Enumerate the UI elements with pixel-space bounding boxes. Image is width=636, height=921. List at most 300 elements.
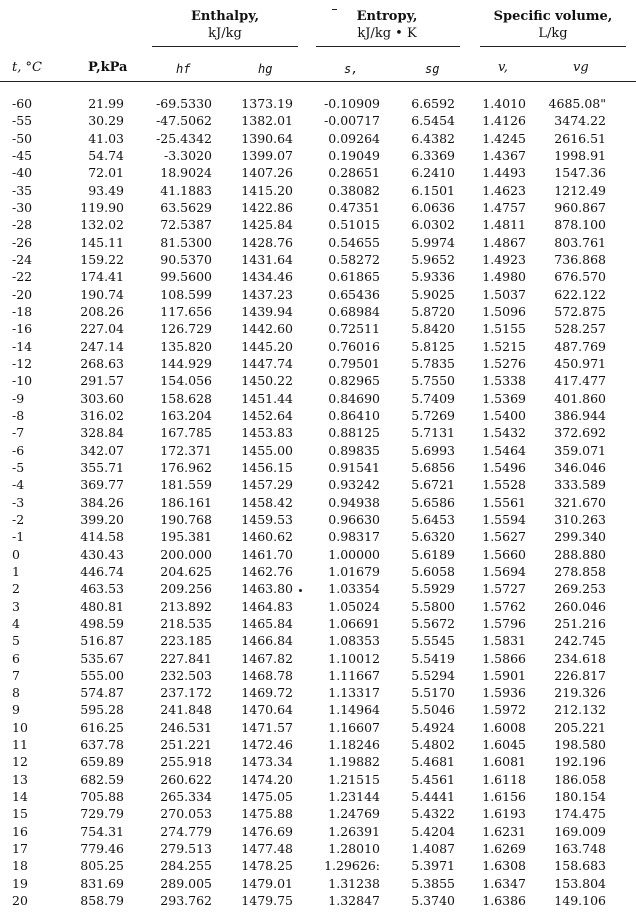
temperature-cell: 13	[12, 771, 28, 787]
sg-cell: 5.4561	[411, 771, 455, 787]
vg-cell: 251.216	[554, 615, 606, 631]
hg-cell: 1437.23	[241, 286, 293, 302]
table-row	[0, 355, 636, 372]
sg-cell: 5.9974	[411, 234, 455, 250]
sf-cell: 1.31238	[328, 875, 380, 891]
table-row	[0, 528, 636, 545]
header-bottom-rule	[0, 81, 636, 82]
vg-cell: 163.748	[554, 841, 606, 857]
temperature-cell: -50	[12, 130, 33, 146]
vf-cell: 1.5972	[482, 702, 526, 718]
hg-cell: 1450.22	[241, 373, 293, 389]
sf-cell: 0.86410	[328, 407, 380, 423]
sf-cell: 1.01679	[328, 563, 380, 579]
sf-cell: 1.14964	[328, 702, 380, 718]
hg-cell: 1473.34	[241, 754, 293, 770]
pressure-cell: 446.74	[80, 563, 124, 579]
enthalpy-group-header	[150, 8, 300, 42]
vf-cell: 1.5694	[482, 563, 526, 579]
pressure-cell: 227.04	[80, 321, 124, 337]
sg-cell: 5.6586	[411, 494, 455, 510]
vg-cell: 149.106	[554, 893, 606, 909]
table-row	[0, 286, 636, 303]
pressure-cell: 779.46	[80, 841, 124, 857]
sf-cell: 1.19882	[328, 754, 380, 770]
temperature-cell: -24	[12, 251, 33, 267]
table-row	[0, 701, 636, 718]
hg-cell: 1422.86	[241, 199, 293, 215]
table-row	[0, 112, 636, 129]
temperature-cell: -5	[12, 459, 25, 475]
temperature-cell: -35	[12, 182, 33, 198]
vf-cell: 1.5096	[482, 303, 526, 319]
sf-cell: 0.96630	[328, 511, 380, 527]
sg-cell: 5.6320	[411, 529, 455, 545]
table-row	[0, 130, 636, 147]
entropy-rule	[316, 46, 460, 47]
pressure-cell: 159.22	[80, 251, 124, 267]
hf-cell: 232.503	[160, 667, 212, 683]
sf-cell: 0.93242	[328, 477, 380, 493]
pressure-cell: 369.77	[80, 477, 124, 493]
table-row	[0, 199, 636, 216]
vf-cell: 1.5901	[482, 667, 526, 683]
sf-cell: 1.16607	[328, 719, 380, 735]
hg-cell: 1457.29	[241, 477, 293, 493]
hf-cell: 72.5387	[160, 217, 212, 233]
hf-cell: 241.848	[160, 702, 212, 718]
table-row	[0, 251, 636, 268]
hf-cell: 246.531	[160, 719, 212, 735]
temperature-cell: -7	[12, 425, 25, 441]
vg-cell: 878.100	[554, 217, 606, 233]
hf-cell: 99.5600	[160, 269, 212, 285]
pressure-cell: 303.60	[80, 390, 124, 406]
vf-cell: 1.4980	[482, 269, 526, 285]
table-row	[0, 182, 636, 199]
temperature-cell: 7	[12, 667, 20, 683]
vf-cell: 1.5215	[482, 338, 526, 354]
sf-cell: 0.68984	[328, 303, 380, 319]
sg-cell: 5.7269	[411, 407, 455, 423]
vg-cell: 310.263	[554, 511, 606, 527]
hg-cell: 1452.64	[241, 407, 293, 423]
hg-cell: 1474.20	[241, 771, 293, 787]
pressure-cell: 574.87	[80, 685, 124, 701]
pressure-cell: 174.41	[80, 269, 124, 285]
sg-cell: 5.5170	[411, 685, 455, 701]
hg-cell: 1455.00	[241, 442, 293, 458]
pressure-cell: 355.71	[80, 459, 124, 475]
hf-cell: 158.628	[160, 390, 212, 406]
vf-cell: 1.5796	[482, 615, 526, 631]
pressure-cell: 659.89	[80, 754, 124, 770]
vf-cell: 1.5561	[482, 494, 526, 510]
sg-cell: 1.4087	[411, 841, 455, 857]
temperature-cell: 11	[12, 737, 28, 753]
hg-cell: 1466.84	[241, 633, 293, 649]
sf-cell: 1.18246	[328, 737, 380, 753]
col-header-hf: hf	[176, 62, 191, 76]
vf-cell: 1.4493	[482, 165, 526, 181]
table-row	[0, 632, 636, 649]
sf-cell: 0.98317	[328, 529, 380, 545]
sg-cell: 5.4802	[411, 737, 455, 753]
table-row	[0, 147, 636, 164]
hf-cell: -69.5330	[156, 96, 212, 111]
pressure-cell: 132.02	[80, 217, 124, 233]
hg-cell: 1434.46	[241, 269, 293, 285]
temperature-cell: 2	[12, 581, 20, 597]
temperature-cell: 18	[12, 858, 28, 874]
entropy-title: Entropy,	[356, 9, 418, 24]
vg-cell: 158.683	[554, 858, 606, 874]
col-header-p: P,kPa	[88, 60, 128, 75]
table-row	[0, 216, 636, 233]
hf-cell: 163.204	[160, 407, 212, 423]
sf-cell: 1.06691	[328, 615, 380, 631]
table-row	[0, 95, 636, 112]
temperature-cell: -10	[12, 373, 33, 389]
vf-cell: 1.5660	[482, 546, 526, 562]
vg-cell: 359.071	[554, 442, 606, 458]
pressure-cell: 119.90	[80, 199, 124, 215]
vg-cell: 153.804	[554, 875, 606, 891]
vg-cell: 1547.36	[554, 165, 606, 181]
pressure-cell: 72.01	[88, 165, 124, 181]
vg-cell: 346.046	[554, 459, 606, 475]
pressure-cell: 729.79	[80, 806, 124, 822]
sg-cell: 5.6856	[411, 459, 455, 475]
sf-cell: 1.08353	[328, 633, 380, 649]
sf-cell: 0.58272	[328, 251, 380, 267]
temperature-cell: 9	[12, 702, 20, 718]
col-header-vg: vg	[573, 60, 589, 75]
vg-cell: 450.971	[554, 355, 606, 371]
hg-cell: 1464.83	[241, 598, 293, 614]
vg-cell: 372.692	[554, 425, 606, 441]
temperature-cell: -12	[12, 355, 33, 371]
vg-cell: 3474.22	[554, 113, 606, 129]
hg-cell: 1467.82	[241, 650, 293, 666]
hf-cell: 181.559	[160, 477, 212, 493]
vg-cell: 242.745	[554, 633, 606, 649]
col-header-t: t, °C	[12, 60, 42, 75]
pressure-cell: 399.20	[80, 511, 124, 527]
sf-cell: 0.84690	[328, 390, 380, 406]
vf-cell: 1.4367	[482, 147, 526, 163]
volume-unit: L/kg	[538, 26, 568, 41]
sf-cell: 1.28010	[328, 841, 380, 857]
pressure-cell: 247.14	[80, 338, 124, 354]
hf-cell: 195.381	[160, 529, 212, 545]
temperature-cell: 5	[12, 633, 20, 649]
table-row	[0, 338, 636, 355]
table-row	[0, 805, 636, 822]
enthalpy-rule	[152, 46, 298, 47]
sg-cell: 6.1501	[411, 182, 455, 198]
table-row	[0, 546, 636, 563]
vg-cell: 180.154	[554, 789, 606, 805]
vg-cell: 198.580	[554, 737, 606, 753]
sg-cell: 5.6993	[411, 442, 455, 458]
temperature-cell: -9	[12, 390, 25, 406]
sg-cell: 5.4681	[411, 754, 455, 770]
sf-cell: -0.10909	[324, 96, 380, 111]
hg-cell: 1431.64	[241, 251, 293, 267]
temperature-cell: -8	[12, 407, 25, 423]
stray-dot	[299, 589, 302, 592]
pressure-cell: 595.28	[80, 702, 124, 718]
pressure-cell: 516.87	[80, 633, 124, 649]
hg-cell: 1465.84	[241, 615, 293, 631]
hg-cell: 1458.42	[241, 494, 293, 510]
table-row	[0, 598, 636, 615]
sg-cell: 5.8420	[411, 321, 455, 337]
hf-cell: -47.5062	[156, 113, 212, 129]
table-row	[0, 875, 636, 892]
table-row	[0, 407, 636, 424]
pressure-cell: 754.31	[80, 823, 124, 839]
vf-cell: 1.4757	[482, 199, 526, 215]
pressure-cell: 268.63	[80, 355, 124, 371]
hf-cell: 190.768	[160, 511, 212, 527]
vf-cell: 1.6269	[482, 841, 526, 857]
vf-cell: 1.5727	[482, 581, 526, 597]
hg-cell: 1468.78	[241, 667, 293, 683]
sg-cell: 5.7550	[411, 373, 455, 389]
hg-cell: 1428.76	[241, 234, 293, 250]
enthalpy-title: Enthalpy,	[190, 9, 260, 24]
vf-cell: 1.6231	[482, 823, 526, 839]
vf-cell: 1.4126	[482, 113, 526, 129]
table-row	[0, 459, 636, 476]
volume-rule	[480, 46, 626, 47]
hf-cell: 108.599	[160, 286, 212, 302]
vg-cell: 2616.51	[554, 130, 606, 146]
table-row	[0, 753, 636, 770]
sf-cell: 1.26391	[328, 823, 380, 839]
pressure-cell: 463.53	[80, 581, 124, 597]
temperature-cell: 14	[12, 789, 28, 805]
sf-cell: 0.61865	[328, 269, 380, 285]
temperature-cell: 12	[12, 754, 28, 770]
vg-cell: 4685.08"	[548, 96, 606, 111]
vf-cell: 1.6081	[482, 754, 526, 770]
sg-cell: 5.7409	[411, 390, 455, 406]
col-header-sf: s,	[344, 62, 359, 76]
hg-cell: 1442.60	[241, 321, 293, 337]
vf-cell: 1.6193	[482, 806, 526, 822]
temperature-cell: -30	[12, 199, 33, 215]
pressure-cell: 616.25	[80, 719, 124, 735]
hf-cell: 289.005	[160, 875, 212, 891]
hg-cell: 1461.70	[241, 546, 293, 562]
hg-cell: 1479.01	[241, 875, 293, 891]
temperature-cell: -20	[12, 286, 33, 302]
hg-cell: 1390.64	[241, 130, 293, 146]
table-row	[0, 494, 636, 511]
hg-cell: 1470.64	[241, 702, 293, 718]
vg-cell: 269.253	[554, 581, 606, 597]
vf-cell: 1.5369	[482, 390, 526, 406]
temperature-cell: -40	[12, 165, 33, 181]
hf-cell: 176.962	[160, 459, 212, 475]
hg-cell: 1407.26	[241, 165, 293, 181]
pressure-cell: 21.99	[88, 96, 124, 111]
vf-cell: 1.6008	[482, 719, 526, 735]
sg-cell: 5.9336	[411, 269, 455, 285]
sg-cell: 5.3971	[411, 858, 455, 874]
hg-cell: 1447.74	[241, 355, 293, 371]
temperature-cell: -1	[12, 529, 25, 545]
hg-cell: 1425.84	[241, 217, 293, 233]
pressure-cell: 328.84	[80, 425, 124, 441]
sg-cell: 6.3369	[411, 147, 455, 163]
enthalpy-unit: kJ/kg	[208, 26, 242, 41]
hf-cell: 41.1883	[160, 182, 212, 198]
vg-cell: 386.944	[554, 407, 606, 423]
sg-cell: 5.6721	[411, 477, 455, 493]
sf-cell: 0.28651	[328, 165, 380, 181]
pressure-cell: 682.59	[80, 771, 124, 787]
sg-cell: 5.4924	[411, 719, 455, 735]
pressure-cell: 208.26	[80, 303, 124, 319]
pressure-cell: 342.07	[80, 442, 124, 458]
temperature-cell: 6	[12, 650, 20, 666]
hf-cell: 90.5370	[160, 251, 212, 267]
vf-cell: 1.5762	[482, 598, 526, 614]
hf-cell: 172.371	[160, 442, 212, 458]
hf-cell: 167.785	[160, 425, 212, 441]
table-row	[0, 580, 636, 597]
hg-cell: 1456.15	[241, 459, 293, 475]
pressure-cell: 705.88	[80, 789, 124, 805]
hf-cell: 251.221	[160, 737, 212, 753]
sg-cell: 5.7835	[411, 355, 455, 371]
vf-cell: 1.5528	[482, 477, 526, 493]
sf-cell: 0.19049	[328, 147, 380, 163]
vg-cell: 528.257	[554, 321, 606, 337]
vf-cell: 1.5338	[482, 373, 526, 389]
temperature-cell: -22	[12, 269, 33, 285]
hf-cell: 154.056	[160, 373, 212, 389]
sg-cell: 6.0302	[411, 217, 455, 233]
pressure-cell: 805.25	[80, 858, 124, 874]
vg-cell: 169.009	[554, 823, 606, 839]
hg-cell: 1475.05	[241, 789, 293, 805]
hf-cell: 255.918	[160, 754, 212, 770]
hf-cell: 227.841	[160, 650, 212, 666]
sg-cell: 5.5672	[411, 615, 455, 631]
vg-cell: 174.475	[554, 806, 606, 822]
vf-cell: 1.4923	[482, 251, 526, 267]
sg-cell: 5.3855	[411, 875, 455, 891]
sg-cell: 5.6453	[411, 511, 455, 527]
temperature-cell: -28	[12, 217, 33, 233]
hg-cell: 1453.83	[241, 425, 293, 441]
vg-cell: 1998.91	[554, 147, 606, 163]
sf-cell: 0.91541	[328, 459, 380, 475]
table-row	[0, 563, 636, 580]
sf-cell: 0.38082	[328, 182, 380, 198]
pressure-cell: 498.59	[80, 615, 124, 631]
hf-cell: 223.185	[160, 633, 212, 649]
sf-cell: 0.79501	[328, 355, 380, 371]
hf-cell: 270.053	[160, 806, 212, 822]
sg-cell: 6.5454	[411, 113, 455, 129]
vg-cell: 736.868	[554, 251, 606, 267]
hf-cell: 135.820	[160, 338, 212, 354]
temperature-cell: -60	[12, 96, 33, 111]
hg-cell: 1459.53	[241, 511, 293, 527]
table-row	[0, 823, 636, 840]
hf-cell: 265.334	[160, 789, 212, 805]
vg-cell: 219.326	[554, 685, 606, 701]
vf-cell: 1.5464	[482, 442, 526, 458]
sf-cell: 1.32847	[328, 893, 380, 909]
hg-cell: 1462.76	[241, 563, 293, 579]
table-row	[0, 736, 636, 753]
vf-cell: 1.6308	[482, 858, 526, 874]
temperature-cell: 16	[12, 823, 28, 839]
sg-cell: 5.9652	[411, 251, 455, 267]
hf-cell: 237.172	[160, 685, 212, 701]
hf-cell: -3.3020	[164, 147, 212, 163]
temperature-cell: -55	[12, 113, 33, 129]
hf-cell: 200.000	[160, 546, 212, 562]
sf-cell: 0.89835	[328, 442, 380, 458]
pressure-cell: 555.00	[80, 667, 124, 683]
sg-cell: 6.0636	[411, 199, 455, 215]
hg-cell: 1415.20	[241, 182, 293, 198]
hf-cell: 293.762	[160, 893, 212, 909]
pressure-cell: 316.02	[80, 407, 124, 423]
vg-cell: 803.761	[554, 234, 606, 250]
vg-cell: 572.875	[554, 303, 606, 319]
hg-cell: 1475.88	[241, 806, 293, 822]
table-row	[0, 234, 636, 251]
vg-cell: 186.058	[554, 771, 606, 787]
table-row	[0, 372, 636, 389]
volume-title: Specific volume,	[493, 9, 613, 24]
table-row	[0, 320, 636, 337]
pressure-cell: 145.11	[80, 234, 124, 250]
temperature-cell: -6	[12, 442, 25, 458]
hg-cell: 1451.44	[241, 390, 293, 406]
vg-cell: 622.122	[554, 286, 606, 302]
temperature-cell: 19	[12, 875, 28, 891]
hf-cell: 213.892	[160, 598, 212, 614]
temperature-cell: 0	[12, 546, 20, 562]
temperature-cell: -14	[12, 338, 33, 354]
vf-cell: 1.4867	[482, 234, 526, 250]
vg-cell: 299.340	[554, 529, 606, 545]
entropy-group-header	[312, 8, 462, 42]
vg-cell: 401.860	[554, 390, 606, 406]
sf-cell: 0.51015	[328, 217, 380, 233]
sf-cell: 0.76016	[328, 338, 380, 354]
hf-cell: 126.729	[160, 321, 212, 337]
table-row	[0, 424, 636, 441]
vg-cell: 205.221	[554, 719, 606, 735]
table-row	[0, 788, 636, 805]
vf-cell: 1.5831	[482, 633, 526, 649]
table-row	[0, 650, 636, 667]
pressure-cell: 637.78	[80, 737, 124, 753]
vf-cell: 1.5276	[482, 355, 526, 371]
pressure-cell: 190.74	[80, 286, 124, 302]
